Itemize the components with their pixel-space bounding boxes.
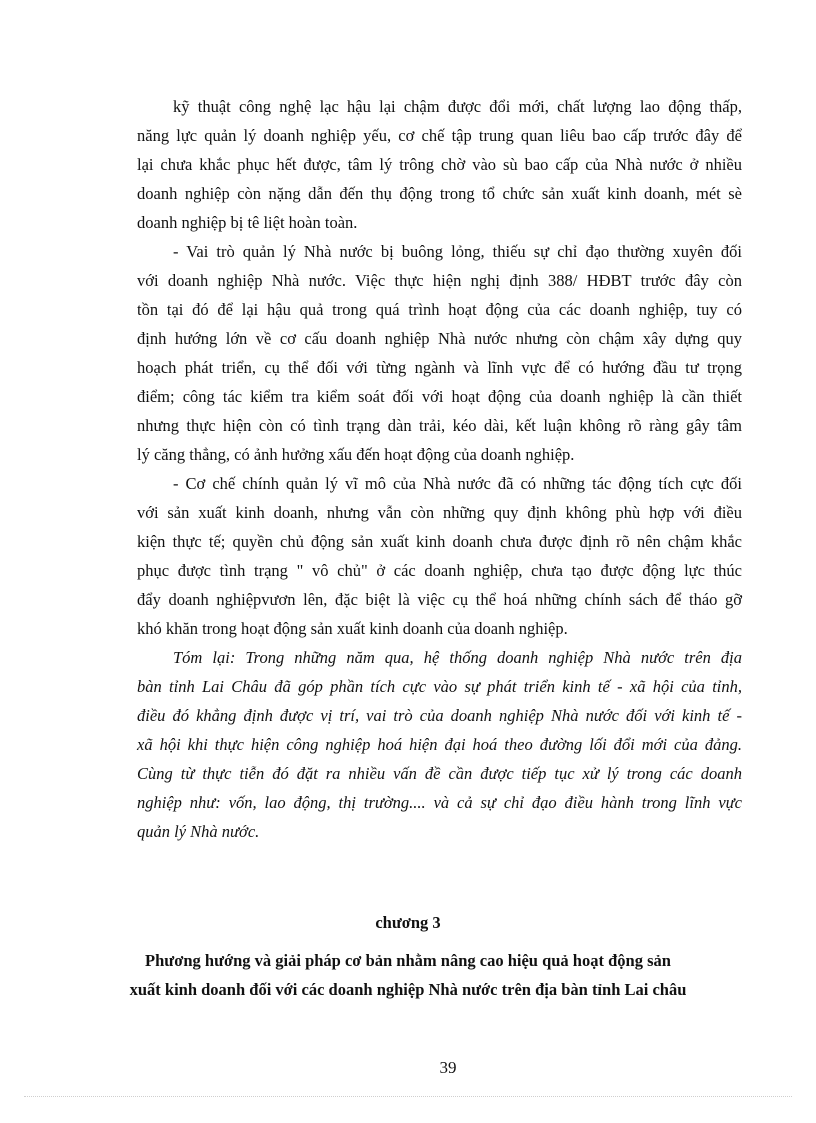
text-line: - Vai trò quản lý Nhà nước bị buông lỏng, thiếu sự chỉ đạo thường xuyên đối (173, 242, 742, 261)
text-line: năng lực quản lý doanh nghiệp yếu, cơ chế tập trung quan liêu bao cấp trước đây để (137, 126, 742, 145)
text-line: doanh nghiệp bị tê liệt hoàn toàn. (137, 213, 358, 232)
text-line: Cùng từ thực tiễn đó đặt ra nhiều vấn đề cần được tiếp tục xử lý trong các doanh (137, 764, 742, 783)
text-line: nhưng thực hiện còn có tình trạng dàn trải, kéo dài, kết luận không rõ ràng gây tâm (137, 416, 742, 435)
text-line: đẩy doanh nghiệpvươn lên, đặc biệt là việc cụ thể hoá những chính sách để tháo gỡ (137, 590, 742, 609)
text-line: - Cơ chế chính quản lý vĩ mô của Nhà nước đã có những tác động tích cực đối (173, 474, 742, 493)
text-line: quản lý Nhà nước. (137, 822, 260, 841)
chapter-label: chương 3 (375, 913, 441, 932)
footer-divider (24, 1096, 792, 1097)
text-line: với doanh nghiệp Nhà nước. Việc thực hiện nghị định 388/ HĐBT trước đây còn (137, 271, 742, 290)
text-line: phục được tình trạng " vô chủ" ở các doanh nghiệp, chưa tạo được động lực thúc (137, 561, 742, 580)
text-line: lý căng thẳng, có ảnh hưởng xấu đến hoạt động của doanh nghiệp. (137, 445, 575, 464)
text-line: khó khăn trong hoạt động sản xuất kinh doanh của doanh nghiệp. (137, 619, 568, 638)
text-line: doanh nghiệp còn nặng dẫn đến thụ động trong tổ chức sản xuất kinh doanh, mét sè (137, 184, 742, 203)
text-line: lại chưa khắc phục hết được, tâm lý trông chờ vào sù bao cấp của Nhà nước ở nhiều (137, 155, 742, 174)
text-line: tồn tại đó để lại hậu quả trong quá trình hoạt động của các doanh nghiệp, tuy có (137, 300, 742, 319)
text-line: hoạch phát triển, cụ thể đối với từng ngành và lĩnh vực để có hướng đầu tư trọng (137, 358, 742, 377)
text-line: bàn tỉnh Lai Châu đã góp phần tích cực vào sự phát triển kinh tế - xã hội của tỉnh, (137, 677, 742, 696)
text-line: kỹ thuật công nghệ lạc hậu lại chậm được đổi mới, chất lượng lao động thấp, (173, 97, 742, 116)
text-line: xã hội khi thực hiện công nghiệp hoá hiện đại hoá theo đường lối đổi mới của đảng. (137, 735, 742, 754)
text-line: kiện thực tế; quyền chủ động sản xuất kinh doanh chưa được định rõ nên chậm khắc (137, 532, 742, 551)
text-line: nghiệp như: vốn, lao động, thị trường.... và cả sự chỉ đạo điều hành trong lĩnh vực (137, 793, 742, 812)
text-line: với sản xuất kinh doanh, nhưng vẫn còn những quy định không phù hợp với điều (137, 503, 742, 522)
page-number: 39 (439, 1058, 457, 1077)
text-line: định hướng lớn về cơ cấu doanh nghiệp Nhà nước nhưng còn chậm xây dựng quy (137, 329, 742, 348)
chapter-title-line: xuất kinh doanh đối với các doanh nghiệp Nhà nước trên địa bàn tỉnh Lai châu (129, 980, 687, 999)
chapter-title-line: Phương hướng và giải pháp cơ bản nhằm nâng cao hiệu quả hoạt động sản (145, 951, 671, 970)
text-line: điểm; công tác kiểm tra kiểm soát đối với hoạt động của doanh nghiệp là cần thiết (137, 387, 742, 406)
text-line: điều đó khẳng định được vị trí, vai trò của doanh nghiệp Nhà nước đối với kinh tế - (137, 706, 742, 725)
text-line: Tóm lại: Trong những năm qua, hệ thống doanh nghiệp Nhà nước trên địa (173, 648, 742, 667)
